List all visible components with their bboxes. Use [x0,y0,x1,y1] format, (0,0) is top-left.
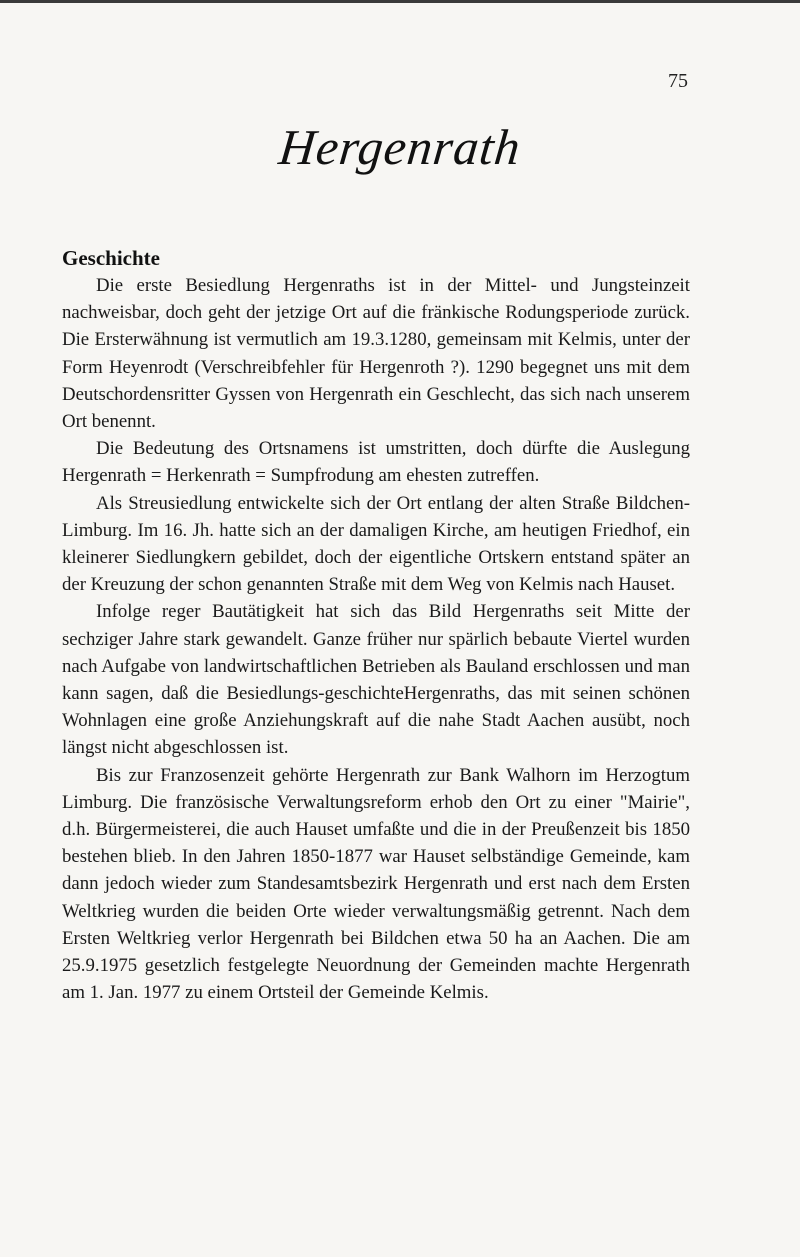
paragraph-2: Die Bedeutung des Ortsnamens ist umstritten, doch dürfte die Auslegung Hergenrath = Herkenrath = Sumpfrodung am ehesten zutreffen. [62,438,690,487]
page-content [62,244,690,1006]
paragraph-1: Die erste Besiedlung Hergenraths ist in der Mittel- und Jungsteinzeit nachweisbar, doch geht der jetzige Ort auf die fränkische Rodungsperiode zurück. Die Ersterwähnung ist vermutlich am 19.3.1280, gemeinsam mit Kelmis, unter der Form Heyenrodt (Verschreibfehler für Hergenroth ?). 1290 begegnet uns mit dem Deutschordensritter Gyssen von Hergenrath ein Geschlecht, das sich nach unserem Ort benennt. [62,275,690,433]
section-heading: Geschichte [62,246,160,270]
paragraph-3: Als Streusiedlung entwickelte sich der Ort entlang der alten Straße Bildchen-Limburg. Im 16. Jh. hatte sich an der damaligen Kirche, am heutigen Friedhof, ein kleinerer Siedlungkern gebildet, doch der eigentliche Ortskern entstand später an der Kreuzung der schon genannten Straße mit dem Weg von Kelmis nach Hauset. [62,492,690,596]
paragraph-5: Bis zur Franzosenzeit gehörte Hergenrath zur Bank Walhorn im Herzogtum Limburg. Die französische Verwaltungsreform erhob den Ort zu einer "Mairie", d.h. Bürgermeisterei, die auch Hauset umfaßte und die in der Preußenzeit bis 1850 bestehen blieb. In den Jahren 1850-1877 war Hauset selbständige Gemeinde, kam dann jedoch wieder zum Standesamtsbezirk Hergenrath und erst nach dem Ersten Weltkrieg wurden die beiden Orte wieder verwaltungsmäßig getrennt. Nach dem Ersten Weltkrieg verlor Hergenrath bei Bildchen etwa 50 ha an Aachen. Die am 25.9.1975 gesetzlich festgelegte Neuordnung der Gemeinden machte Hergenrath am 1. Jan. 1977 zu einem Ortsteil der Gemeinde Kelmis. [62,764,690,1004]
paragraph-4: Infolge reger Bautätigkeit hat sich das Bild Hergenraths seit Mitte der sechziger Jahre stark gewandelt. Ganze früher nur spärlich bebaute Viertel wurden nach Aufgabe von landwirtschaftlichen Betrieben als Bauland erschlossen und man kann sagen, daß die Besiedlungs-geschichteHergenraths, das mit seinen schönen Wohnlagen eine große Anziehungskraft auf die nahe Stadt Aachen ausübt, noch längst nicht abgeschlossen ist. [62,601,690,759]
top-rule [0,0,800,3]
chapter-title: Hergenrath [276,119,524,175]
page-number: 75 [668,70,688,92]
